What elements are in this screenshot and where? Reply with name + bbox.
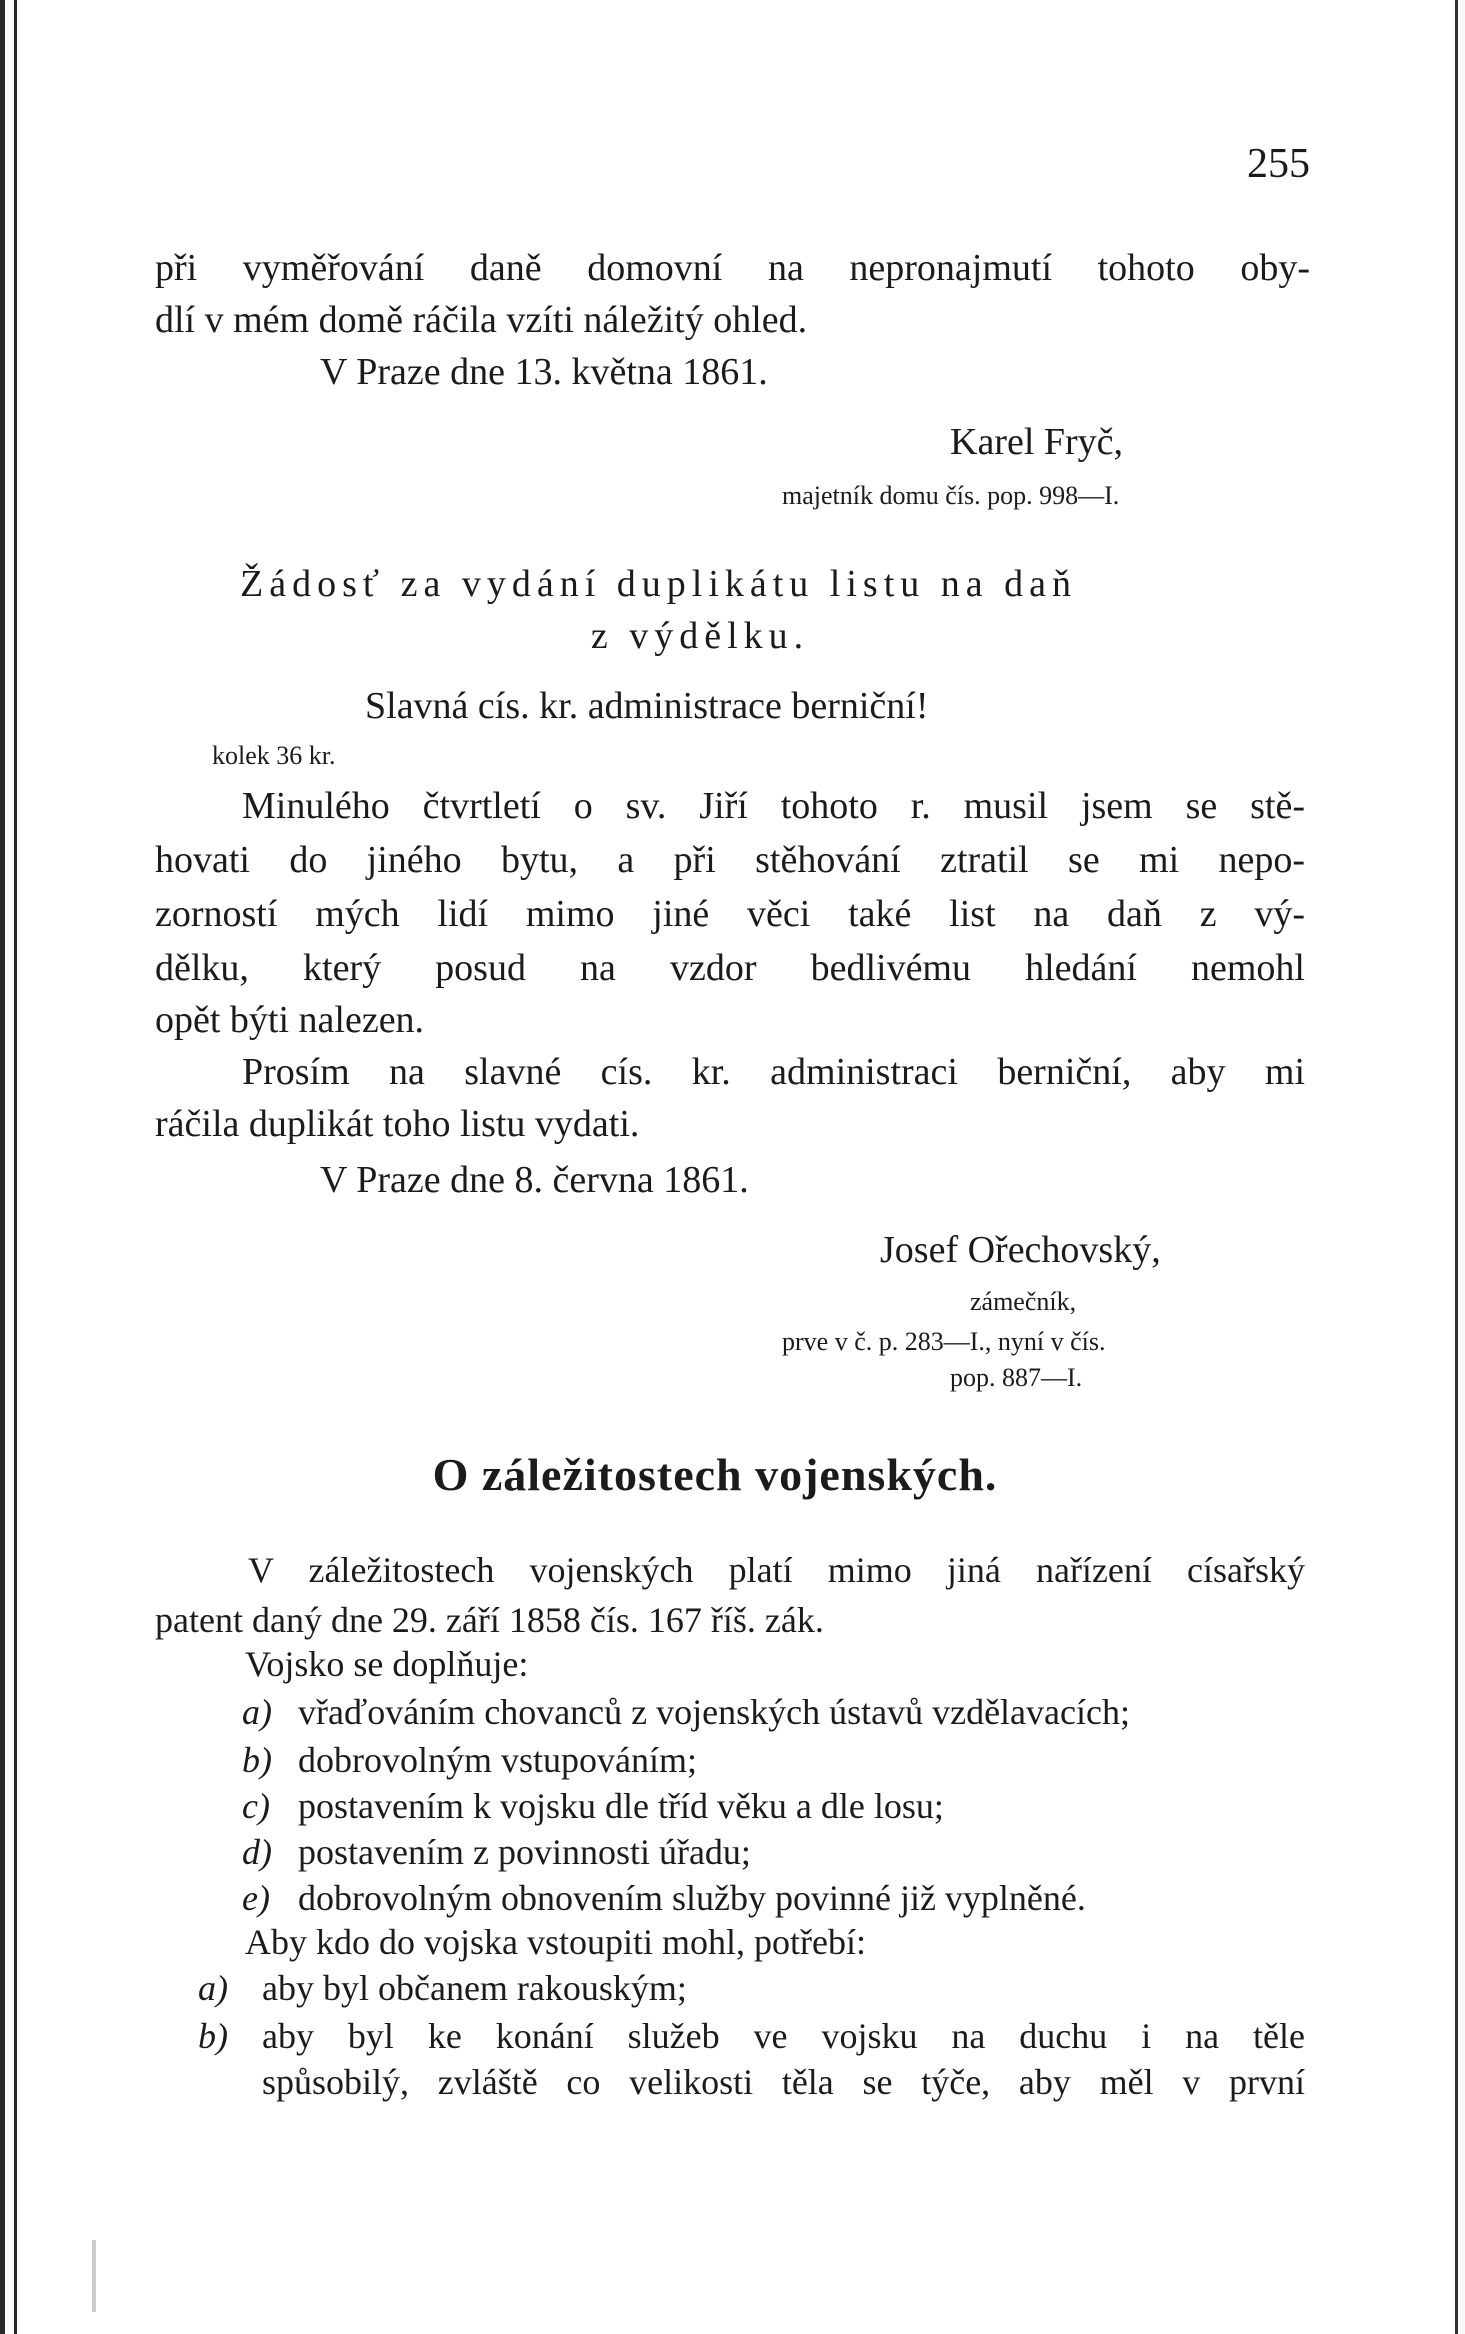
- date-line: V Praze dne 8. června 1861.: [320, 1159, 749, 1201]
- list-marker: d): [242, 1832, 272, 1872]
- scan-binding-edge: [0, 0, 26, 2334]
- list-item: vřaďováním chovanců z vojenských ústavů vzdělavacích;: [298, 1692, 1130, 1732]
- list-marker: a): [198, 1968, 228, 2008]
- text-line: V záležitostech vojenských platí mimo jiná nařízení císařský: [248, 1550, 1305, 1590]
- list-marker: c): [242, 1786, 270, 1826]
- list-marker: b): [242, 1740, 272, 1780]
- signature-address: pop. 887—I.: [950, 1363, 1083, 1392]
- text-line: zorností mých lidí mimo jiné věci také list na daň z vý-: [155, 893, 1305, 935]
- page: [150, 0, 1310, 2334]
- signature-title: majetník domu čís. pop. 998—I.: [782, 481, 1120, 510]
- list-item: aby byl ke konání služeb ve vojsku na duchu i na těle: [262, 2016, 1305, 2056]
- list-item: postavením z povinnosti úřadu;: [298, 1832, 751, 1872]
- section-heading: O záležitostech vojenských.: [432, 1449, 998, 1500]
- list-marker: a): [242, 1692, 272, 1732]
- signature-occupation: zámečník,: [970, 1287, 1077, 1316]
- list-item: aby byl občanem rakouským;: [262, 1968, 687, 2008]
- list-item: dobrovolným obnovením služby povinné již vyplněné.: [298, 1878, 1086, 1918]
- list-intro: Vojsko se doplňuje:: [245, 1644, 529, 1684]
- text-line: Minulého čtvrtletí o sv. Jiří tohoto r. musil jsem se stě-: [242, 785, 1305, 827]
- list-intro: Aby kdo do vojska vstoupiti mohl, potřebí:: [245, 1922, 866, 1962]
- text-line: patent daný dne 29. září 1858 čís. 167 říš. zák.: [155, 1600, 824, 1640]
- list-marker: b): [198, 2016, 228, 2056]
- salutation: Slavná cís. kr. administrace berniční!: [365, 685, 929, 727]
- list-marker: e): [242, 1878, 270, 1918]
- list-item-cont: spůsobilý, zvláště co velikosti těla se týče, aby měl v první: [262, 2062, 1305, 2102]
- text-line: dělku, který posud na vzdor bedlivému hledání nemohl: [155, 947, 1305, 989]
- scan-artifact: [92, 2240, 96, 2312]
- text-line: Prosím na slavné cís. kr. administraci berniční, aby mi: [242, 1051, 1305, 1093]
- petition-title: Žádosť za vydání duplikátu listu na daň: [240, 563, 1077, 605]
- scan-page-edge: [1451, 0, 1465, 2334]
- list-item: postavením k vojsku dle tříd věku a dle losu;: [298, 1786, 944, 1826]
- text-line: při vyměřování daně domovní na nepronajmutí tohoto oby-: [155, 247, 1310, 289]
- stamp-note: kolek 36 kr.: [212, 741, 336, 770]
- page-number: 255: [1247, 141, 1310, 187]
- signature-name: Josef Ořechovský,: [880, 1229, 1161, 1271]
- text-line: hovati do jiného bytu, a při stěhování ztratil se mi nepo-: [155, 839, 1305, 881]
- date-line: V Praze dne 13. května 1861.: [320, 351, 768, 393]
- text-line: ráčila duplikát toho listu vydati.: [155, 1103, 640, 1145]
- signature-name: Karel Fryč,: [950, 421, 1124, 463]
- text-line: dlí v mém domě ráčila vzíti náležitý ohled.: [155, 299, 808, 341]
- signature-address: prve v č. p. 283—I., nyní v čís.: [782, 1327, 1106, 1356]
- petition-title-cont: z výdělku.: [590, 615, 810, 657]
- text-line: opět býti nalezen.: [155, 999, 425, 1041]
- list-item: dobrovolným vstupováním;: [298, 1740, 697, 1780]
